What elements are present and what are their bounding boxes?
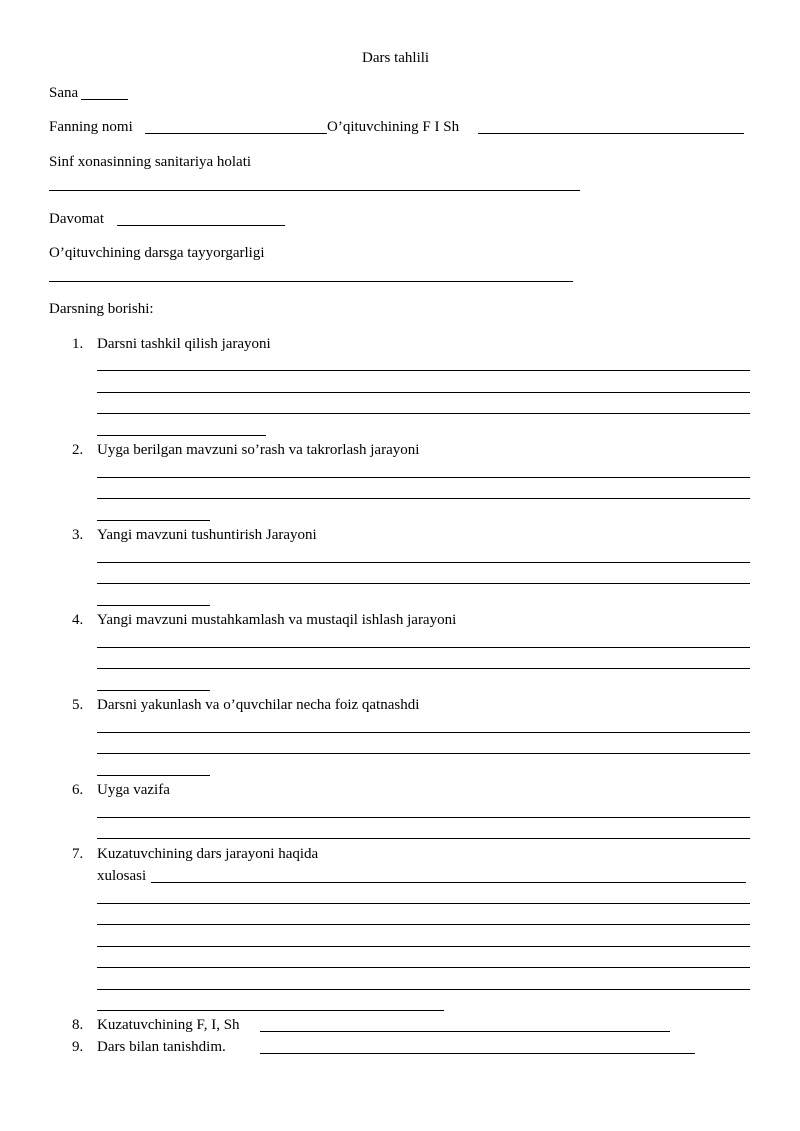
- answer-line[interactable]: [97, 435, 266, 436]
- item-number: 6.: [72, 782, 84, 798]
- answer-line[interactable]: [97, 775, 210, 776]
- answer-line[interactable]: [97, 668, 750, 669]
- progress-heading: Darsning borishi:: [49, 301, 154, 317]
- answer-line[interactable]: [97, 413, 750, 414]
- item-label: Uyga vazifa: [97, 782, 170, 798]
- signature-field[interactable]: [260, 1053, 695, 1054]
- observer-name-label: Kuzatuvchining F, I, Sh: [97, 1017, 240, 1033]
- attendance-field[interactable]: [117, 225, 285, 226]
- answer-line[interactable]: [151, 882, 746, 883]
- teacher-name-label: O’qituvchining F I Sh: [327, 119, 460, 135]
- answer-line[interactable]: [97, 989, 750, 990]
- item-number: 7.: [72, 846, 84, 862]
- readiness-label: O’qituvchining darsga tayyorgarligi: [49, 245, 265, 261]
- item-number: 1.: [72, 336, 84, 352]
- answer-line[interactable]: [97, 838, 750, 839]
- item-label: Yangi mavzuni tushuntirish Jarayoni: [97, 527, 317, 543]
- answer-line[interactable]: [97, 370, 750, 371]
- answer-line[interactable]: [97, 583, 750, 584]
- answer-line[interactable]: [97, 817, 750, 818]
- date-label: Sana: [49, 85, 79, 101]
- item-label: Darsni yakunlash va o’quvchilar necha foiz qatnashdi: [97, 697, 420, 713]
- item-label: Yangi mavzuni mustahkamlash va mustaqil ishlash jarayoni: [97, 612, 457, 628]
- answer-line[interactable]: [97, 562, 750, 563]
- item-number: 2.: [72, 442, 84, 458]
- readiness-field[interactable]: [49, 281, 573, 282]
- answer-line[interactable]: [97, 924, 750, 925]
- answer-line[interactable]: [97, 967, 750, 968]
- acknowledgement-label: Dars bilan tanishdim.: [97, 1039, 226, 1055]
- answer-line[interactable]: [97, 1010, 444, 1011]
- item-number: 5.: [72, 697, 84, 713]
- sanitary-label: Sinf xonasinning sanitariya holati: [49, 154, 252, 170]
- item-number: 3.: [72, 527, 84, 543]
- answer-line[interactable]: [97, 690, 210, 691]
- subject-label: Fanning nomi: [49, 119, 133, 135]
- answer-line[interactable]: [97, 903, 750, 904]
- answer-line[interactable]: [97, 605, 210, 606]
- answer-line[interactable]: [97, 392, 750, 393]
- answer-line[interactable]: [97, 753, 750, 754]
- answer-line[interactable]: [97, 732, 750, 733]
- answer-line[interactable]: [97, 647, 750, 648]
- teacher-name-field[interactable]: [478, 133, 744, 134]
- item-label-line2: xulosasi: [97, 868, 147, 884]
- item-label: Darsni tashkil qilish jarayoni: [97, 336, 271, 352]
- item-number: 9.: [72, 1039, 84, 1055]
- item-number: 8.: [72, 1017, 84, 1033]
- subject-field[interactable]: [145, 133, 327, 134]
- item-label: Uyga berilgan mavzuni so’rash va takrorlash jarayoni: [97, 442, 420, 458]
- item-number: 4.: [72, 612, 84, 628]
- date-field[interactable]: [81, 99, 128, 100]
- item-label: Kuzatuvchining dars jarayoni haqida: [97, 846, 319, 862]
- answer-line[interactable]: [97, 477, 750, 478]
- answer-line[interactable]: [97, 946, 750, 947]
- answer-line[interactable]: [97, 498, 750, 499]
- attendance-label: Davomat: [49, 211, 104, 227]
- sanitary-field[interactable]: [49, 190, 580, 191]
- page-title: Dars tahlili: [362, 50, 430, 66]
- observer-name-field[interactable]: [260, 1031, 670, 1032]
- answer-line[interactable]: [97, 520, 210, 521]
